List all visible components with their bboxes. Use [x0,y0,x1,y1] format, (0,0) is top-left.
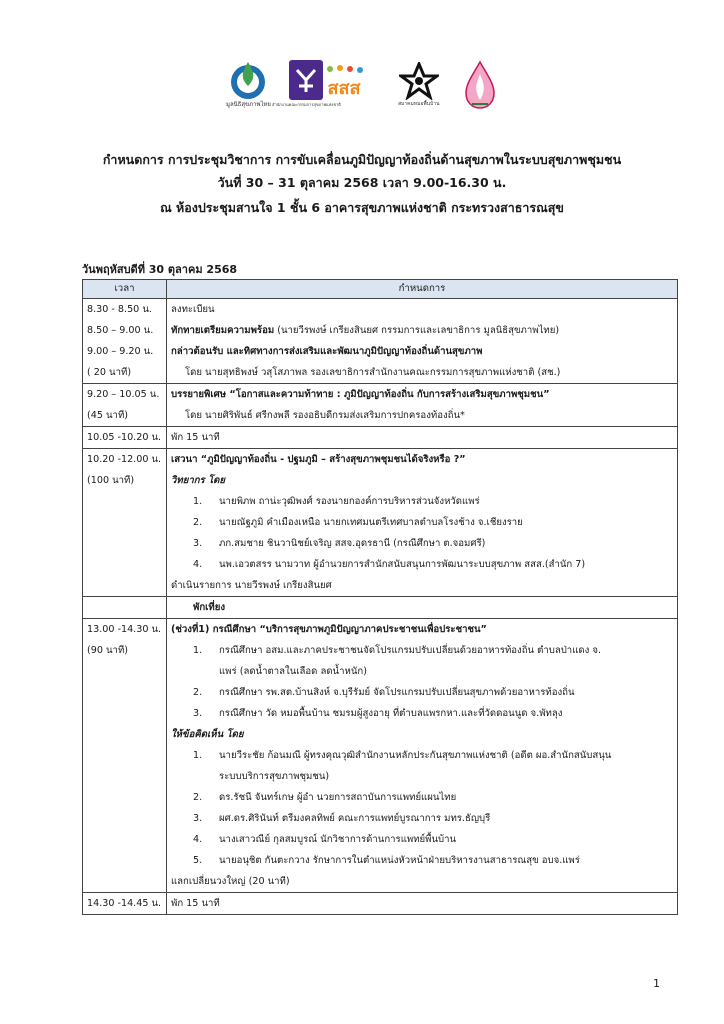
time-text: (45 นาที) [87,410,129,421]
session-footer: แลกเปลี่ยนวงใหญ่ (20 นาที) [171,876,290,887]
list-item: 3. ภก.สมชาย ชินวานิชย์เจริญ สสจ.อุดรธานี (กรณีศึกษา ต.จอมศรี) [193,538,486,549]
time-cell [83,619,167,893]
time-cell [83,427,167,449]
moderator-line: ดำเนินรายการ นายวีรพงษ์ เกรียงสินยศ [171,580,332,591]
hsro-emblem-icon [289,60,323,100]
time-text: 14.30 -14.45 น. [87,898,162,909]
agenda-cell [167,449,678,597]
thaihealth-mark-icon [322,64,366,98]
list-item: 1. นายวีระชัย ก้อนมณี ผู้ทรงคุณวุฒิสำนักงานหลักประกันสุขภาพแห่งชาติ (อดีต ผอ.สำนักสนับสนุน [193,750,612,761]
agenda-line: พัก 15 นาที [171,898,220,909]
agenda-cell [167,893,678,915]
table-row [83,449,678,597]
time-text: 9.20 – 10.05 น. [87,389,160,400]
lunch-break-label: พักเที่ยง [193,602,226,613]
table-row [83,597,678,619]
lotus-drop-icon [462,60,498,110]
pink-drop-logo [462,60,498,110]
agenda-cell [167,427,678,449]
water-globe-icon [228,60,268,100]
time-cell [83,299,167,384]
agenda-cell [167,384,678,427]
column-header-time: เวลา [83,280,167,299]
list-item: 1. กรณีศึกษา อสม.และภาคประชาชนจัดโปรแกรมปรับเปลี่ยนด้วยอาหารท้องถิ่น ตำบลป่าแดง จ. [193,645,602,656]
session-title: (ช่วงที่1) กรณีศึกษา “บริการสุขภาพภูมิปัญญาภาคประชาชนเพื่อประชาชน” [171,624,487,635]
agenda-line: บรรยายพิเศษ “โอกาสและความท้าทาย : ภูมิปัญญาท้องถิ่น กับการสร้างเสริมสุขภาพชุมชน” [171,389,550,400]
time-text: 10.20 -12.00 น. [87,454,162,465]
star-icon [399,62,439,100]
svg-text:สสส: สสส [327,78,361,98]
agenda-cell [167,597,678,619]
list-item: 2. กรณีศึกษา รพ.สต.บ้านสิงห์ จ.บุรีรัมย์ จัดโปรแกรมปรับเปลี่ยนสุขภาพด้วยอาหารท้องถิ่น [193,687,575,698]
list-item: 3. ผศ.ดร.ศิรินันท์ ตรีมงคลทิพย์ คณะการแพทย์บูรณาการ มทร.ธัญบุรี [193,813,491,824]
logo-strip [0,60,724,120]
time-text: 13.00 -14.30 น. [87,624,162,635]
time-text: (90 นาที) [87,645,129,656]
thaihealth-logo [322,64,366,98]
column-header-agenda: กำหนดการ [167,280,678,299]
time-cell [83,893,167,915]
list-item: 1. นายพิภพ ถาน่ะวุฒิพงศ์ รองนายกองค์การบริหารส่วนจังหวัดแพร่ [193,496,480,507]
list-item: 2. ดร.รัชนี จันทร์เกษ ผู้อำ นวยการสถาบันการแพทย์แผนไทย [193,792,457,803]
list-item: 5. นายอนุชิต กันตะกวาง รักษาการในตำแหน่งหัวหน้าฝ่ายบริหารงานสาธารณสุข อบจ.แพร่ [193,855,580,866]
page-number: 1 [653,977,660,990]
agenda-line: โดย นายศิริพันธ์ ศรีกงพลี รองอธิบดีกรมส่งเสริมการปกครองท้องถิ่น* [185,410,465,421]
forum-title: เสวนา “ภูมิปัญญาท้องถิ่น - ปฐมภูมิ – สร้างสุขภาพชุมชนได้จริงหรือ ?” [171,454,466,465]
day-heading: วันพฤหัสบดีที่ 30 ตุลาคม 2568 [82,263,238,276]
list-item-continuation: ระบบบริการสุขภาพชุมชน) [219,771,330,782]
time-text: 8.50 – 9.00 น. [87,325,154,336]
time-cell [83,449,167,597]
commenters-label: ให้ข้อคิดเห็น โดย [171,729,244,740]
agenda-line: ลงทะเบียน [171,304,215,315]
list-item: 2. นายณัฐภูมิ คำเมืองเหนือ นายกเทศมนตรีเทศบาลตำบลโรงช้าง จ.เชียงราย [193,517,523,528]
star-organization-logo: สมาคมหมอพื้นบ้าน [398,62,440,108]
agenda-cell [167,299,678,384]
hsro-logo: สำนักงานคณะกรรมการสุขภาพแห่งชาติ [272,60,341,108]
time-cell [83,384,167,427]
time-text: 9.00 – 9.20 น. [87,346,154,357]
table-row [83,384,678,427]
agenda-cell [167,619,678,893]
table-row [83,299,678,384]
list-item: 4. นางเสาวณีย์ กุลสมบูรณ์ นักวิชาการด้านการแพทย์พื้นบ้าน [193,834,457,845]
time-text: ( 20 นาที) [87,367,132,378]
table-row [83,619,678,893]
document-date-line: วันที่ 30 – 31 ตุลาคม 2568 เวลา 9.00-16.30 น. [217,175,507,190]
schedule-table [82,279,678,915]
agenda-line: พัก 15 นาที [171,432,220,443]
time-text: 8.30 - 8.50 น. [87,304,152,315]
table-header-row [83,280,678,299]
time-text: 10.05 -10.20 น. [87,432,162,443]
agenda-line: ทักทายเตรียมความพร้อม (นายวีรพงษ์ เกรียงสินยศ กรรมการและเลขาธิการ มูลนิธิสุขภาพไทย) [171,325,560,336]
time-cell [83,597,167,619]
speakers-label: วิทยากร โดย [171,475,226,486]
table-row [83,893,678,915]
document-title: กำหนดการ การประชุมวิชาการ การขับเคลื่อนภูมิปัญญาท้องถิ่นด้านสุขภาพในระบบสุขภาพชุมชน [102,152,622,167]
document-venue-line: ณ ห้องประชุมสานใจ 1 ชั้น 6 อาคารสุขภาพแห่งชาติ กระทรวงสาธารณสุข [160,200,564,215]
thai-health-foundation-logo: มูลนิธิสุขภาพไทย [226,60,271,108]
list-item: 4. นพ.เอวตสรร นามวาท ผู้อำนวยการสำนักสนับสนุนการพัฒนาระบบสุขภาพ สสส.(สำนัก 7) [193,559,586,570]
agenda-line: กล่าวต้อนรับ และทิศทางการส่งเสริมและพัฒนาภูมิปัญญาท้องถิ่นด้านสุขภาพ [171,346,483,357]
list-item: 3. กรณีศึกษา วัด หมอพื้นบ้าน ชมรมผู้สูงอายุ ที่ตำบลแพรกหา.และที่วัดดอนนูด จ.พัทลุง [193,708,563,719]
list-item-continuation: แพร่ (ลดน้ำตาลในเลือด ลดน้ำหนัก) [219,666,367,677]
agenda-line: โดย นายสุทธิพงษ์ วสุโสภาพล รองเลขาธิการสำนักงานคณะกรรมการสุขภาพแห่งชาติ (สช.) [185,367,561,378]
table-row [83,427,678,449]
time-text: (100 นาที) [87,475,135,486]
